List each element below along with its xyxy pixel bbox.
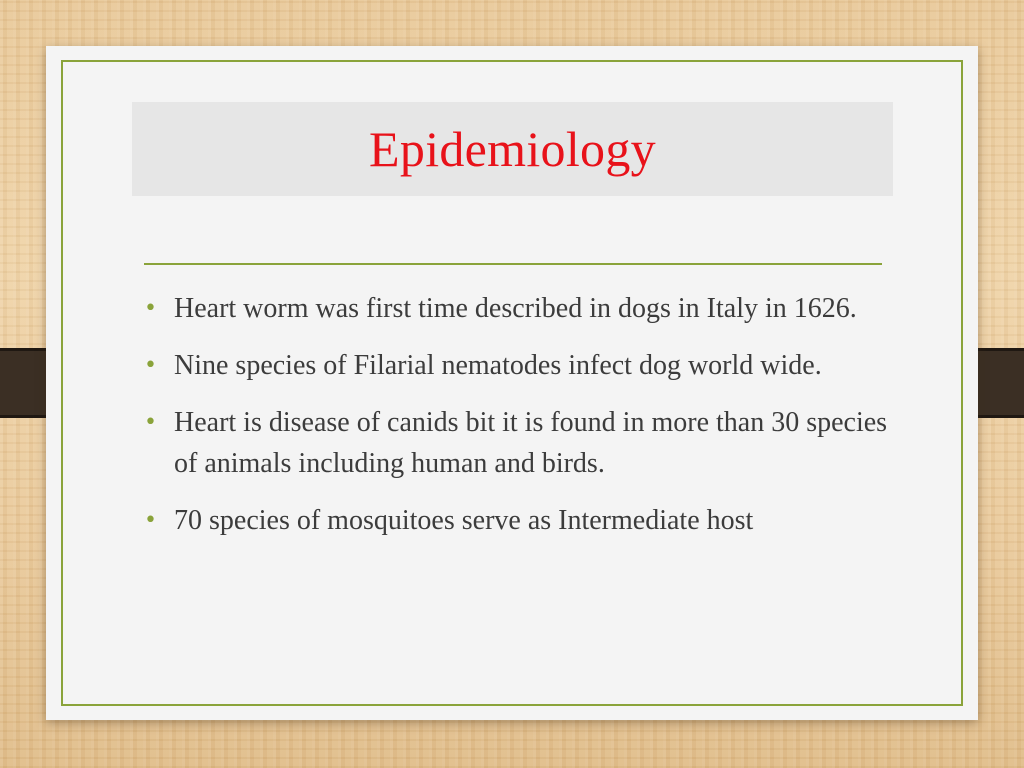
- bullet-icon: •: [144, 296, 157, 321]
- bullet-text: Heart is disease of canids bit it is found in more than 30 species of animals including human and birds.: [174, 407, 888, 479]
- bullet-list: [140, 288, 900, 557]
- slide: [46, 46, 978, 720]
- slide-title: Epidemiology: [369, 121, 656, 177]
- bullet-item: [140, 500, 900, 541]
- bullet-item: [140, 402, 900, 484]
- bullet-text: 70 species of mosquitoes serve as Intermediate host: [174, 505, 754, 536]
- title-box: [132, 102, 893, 196]
- bullet-icon: •: [144, 410, 157, 435]
- bullet-item: [140, 288, 900, 329]
- bullet-text: Nine species of Filarial nematodes infect dog world wide.: [174, 350, 822, 381]
- bullet-icon: •: [144, 353, 157, 378]
- title-divider: [144, 263, 882, 265]
- bullet-text: Heart worm was first time described in dogs in Italy in 1626.: [174, 293, 857, 324]
- bullet-icon: •: [144, 508, 157, 533]
- bullet-item: [140, 345, 900, 386]
